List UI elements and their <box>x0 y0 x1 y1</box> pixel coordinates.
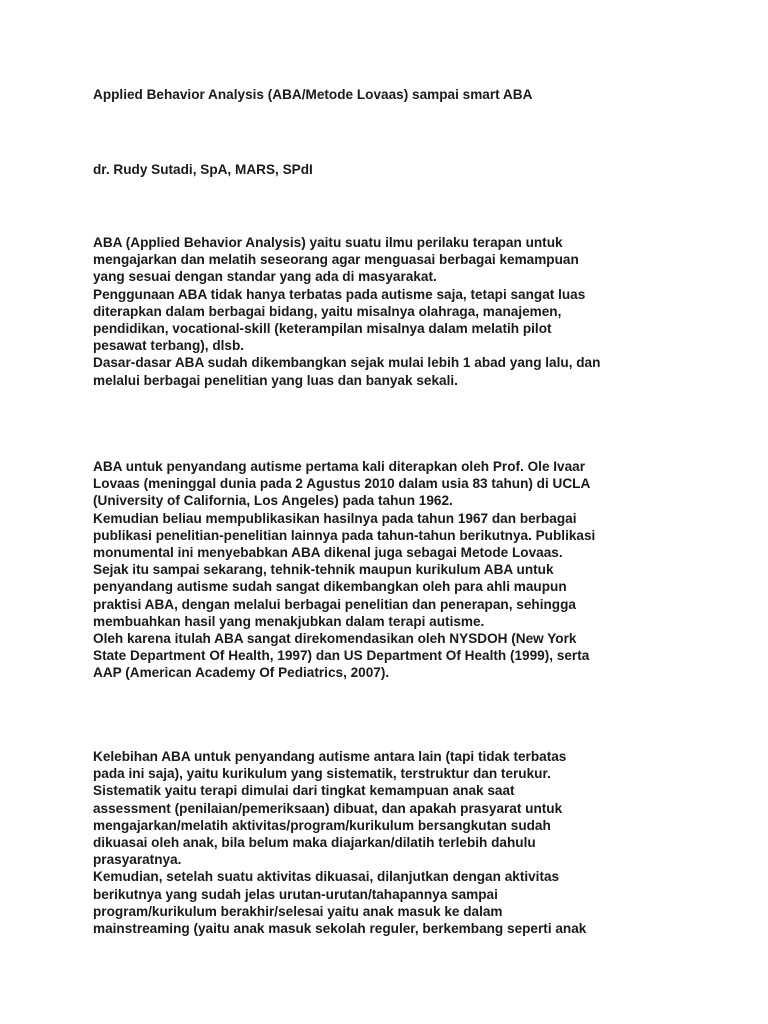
paragraph-line: monumental ini menyebabkan ABA dikenal juga sebagai Metode Lovaas. <box>93 544 563 560</box>
paragraph-line: pendidikan, vocational-skill (keterampilan misalnya dalam melatih pilot <box>93 320 552 336</box>
paragraph-line: pada ini saja), yaitu kurikulum yang sistematik, terstruktur dan terukur. <box>93 766 551 782</box>
paragraph-line: Sejak itu sampai sekarang, tehnik-tehnik maupun kurikulum ABA untuk <box>93 562 554 578</box>
paragraph-line: praktisi ABA, dengan melalui berbagai penelitian dan penerapan, sehingga <box>93 596 576 612</box>
paragraph-line: ABA (Applied Behavior Analysis) yaitu suatu ilmu perilaku terapan untuk <box>93 235 563 250</box>
author-text: dr. Rudy Sutadi, SpA, MARS, SPdI <box>93 162 313 177</box>
paragraph-line: penyandang autisme sudah sangat dikembangkan oleh para ahli maupun <box>93 579 567 595</box>
paragraph-line: (University of California, Los Angeles) pada tahun 1962. <box>93 493 453 509</box>
paragraph-line: pesawat terbang), dlsb. <box>93 338 245 354</box>
paragraph-line: Kelebihan ABA untuk penyandang autisme antara lain (tapi tidak terbatas <box>93 749 567 764</box>
paragraph-line: mengajarkan/melatih aktivitas/program/kurikulum bersangkutan sudah <box>93 817 551 833</box>
title-text: Applied Behavior Analysis (ABA/Metode Lovaas) sampai smart ABA <box>93 87 533 102</box>
paragraph-line: ABA untuk penyandang autisme pertama kali diterapkan oleh Prof. Ole Ivaar <box>93 459 586 474</box>
paragraph-line: melalui berbagai penelitian yang luas dan banyak sekali. <box>93 372 458 388</box>
paragraph-line: mainstreaming (yaitu anak masuk sekolah reguler, berkembang seperti anak <box>93 920 587 936</box>
paragraph-line: publikasi penelitian-penelitian lainnya pada tahun-tahun berikutnya. Publikasi <box>93 527 596 543</box>
paragraph-aba-advantages <box>93 748 753 937</box>
paragraph-line: Kemudian beliau mempublikasikan hasilnya pada tahun 1967 dan berbagai <box>93 510 577 526</box>
paragraph-line: Sistematik yaitu terapi dimulai dari tingkat kemampuan anak saat <box>93 783 515 799</box>
paragraph-line: State Department Of Health, 1997) dan US Department Of Health (1999), serta <box>93 648 590 664</box>
paragraph-aba-definition <box>93 234 753 389</box>
paragraph-line: Kemudian, setelah suatu aktivitas dikuasai, dilanjutkan dengan aktivitas <box>93 869 560 885</box>
paragraph-line: Oleh karena itulah ABA sangat direkomendasikan oleh NYSDOH (New York <box>93 630 577 646</box>
document-author <box>93 161 753 178</box>
paragraph-line: assessment (penilaian/pemeriksaan) dibuat, dan apakah prasyarat untuk <box>93 800 563 816</box>
paragraph-line: program/kurikulum berakhir/selesai yaitu anak masuk ke dalam <box>93 903 503 919</box>
paragraph-line: dikuasai oleh anak, bila belum maka diajarkan/dilatih terlebih dahulu <box>93 834 536 850</box>
document-title <box>93 86 753 103</box>
paragraph-line: diterapkan dalam berbagai bidang, yaitu misalnya olahraga, manajemen, <box>93 303 562 319</box>
paragraph-line: Lovaas (meninggal dunia pada 2 Agustus 2010 dalam usia 83 tahun) di UCLA <box>93 476 591 492</box>
paragraph-line: prasyaratnya. <box>93 852 182 868</box>
paragraph-line: AAP (American Academy Of Pediatrics, 2007). <box>93 665 390 681</box>
paragraph-line: membuahkan hasil yang menakjubkan dalam terapi autisme. <box>93 613 485 629</box>
paragraph-aba-history <box>93 458 753 681</box>
paragraph-line: yang sesuai dengan standar yang ada di masyarakat. <box>93 269 437 285</box>
paragraph-line: berikutnya yang sudah jelas urutan-urutan/tahapannya sampai <box>93 886 498 902</box>
paragraph-line: Dasar-dasar ABA sudah dikembangkan sejak mulai lebih 1 abad yang lalu, dan <box>93 355 601 371</box>
paragraph-line: Penggunaan ABA tidak hanya terbatas pada autisme saja, tetapi sangat luas <box>93 286 586 302</box>
paragraph-line: mengajarkan dan melatih seseorang agar menguasai berbagai kemampuan <box>93 252 579 268</box>
